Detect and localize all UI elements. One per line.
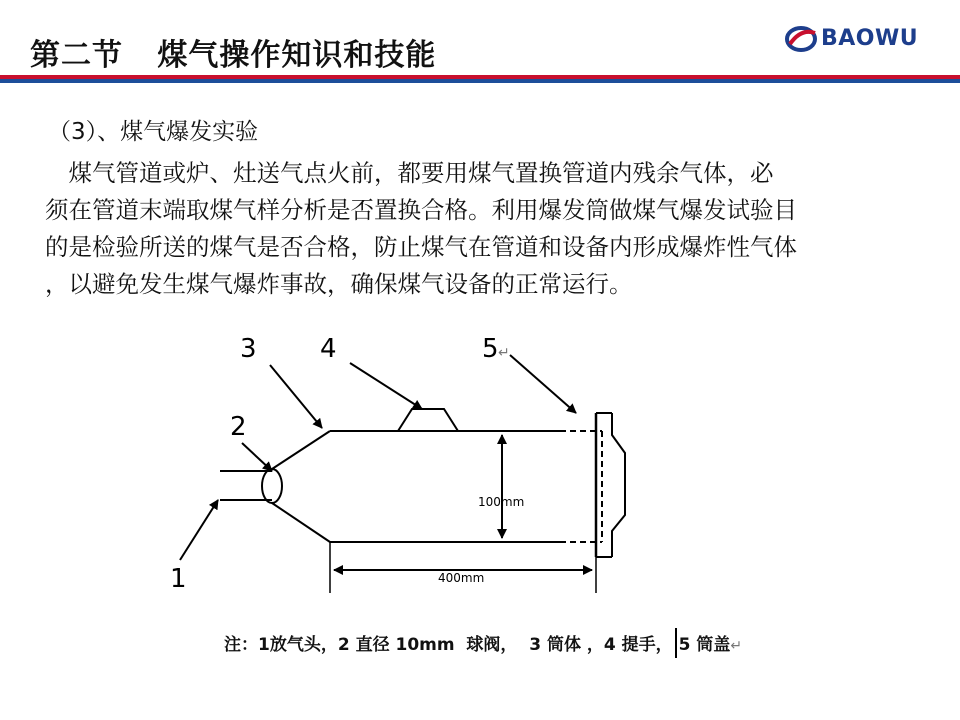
part-label-1: 1 <box>170 564 187 594</box>
paragraph-line: 煤气管道或炉、灶送气点火前，都要用煤气置换管道内残余气体，必 <box>45 159 774 187</box>
baowu-logo-icon <box>785 24 819 54</box>
header-divider-blue <box>0 79 960 83</box>
text-cursor-bar <box>675 628 677 658</box>
note-text-cover: 5 筒盖 <box>678 635 731 655</box>
handle <box>398 409 458 431</box>
ball-valve <box>262 469 282 503</box>
leader-arrow-5 <box>510 355 576 413</box>
baowu-logo <box>785 24 925 54</box>
length-dimension-label: 400mm <box>438 571 485 585</box>
leader-arrow-4 <box>350 363 422 409</box>
diagram-legend-note <box>224 628 742 658</box>
height-dimension-label: 100mm <box>478 495 525 509</box>
part-label-2: 2 <box>230 412 247 442</box>
leader-arrow-2 <box>242 443 272 471</box>
paragraph-line: 须在管道末端取煤气样分析是否置换合格。利用爆发筒做煤气爆发试验目 <box>45 196 797 224</box>
return-mark: ↵ <box>730 638 743 654</box>
cone-top <box>272 431 330 469</box>
leader-arrow-1 <box>180 500 218 560</box>
cover-cap <box>612 413 625 557</box>
explosion-cylinder-diagram <box>160 325 720 625</box>
return-mark: ↵ <box>498 345 510 361</box>
cone-bottom <box>272 503 330 542</box>
part-label-3: 3 <box>240 334 257 364</box>
logo-text: BAOWU <box>821 26 919 51</box>
part-label-4: 4 <box>320 334 337 364</box>
paragraph-line: 的是检验所送的煤气是否合格，防止煤气在管道和设备内形成爆炸性气体 <box>45 233 797 261</box>
body-paragraph <box>45 155 915 303</box>
section-heading: （3）、煤气爆发实验 <box>48 119 259 145</box>
page-title: 第二节 煤气操作知识和技能 <box>30 38 437 73</box>
leader-arrow-3 <box>270 365 322 428</box>
part-label-5: 5 <box>482 334 499 364</box>
paragraph-line: ，以避免发生煤气爆炸事故，确保煤气设备的正常运行。 <box>45 270 633 298</box>
note-text: 注：1放气头，2 直径 10mm 球阀， 3 筒体 ，4 提手， <box>224 635 673 655</box>
